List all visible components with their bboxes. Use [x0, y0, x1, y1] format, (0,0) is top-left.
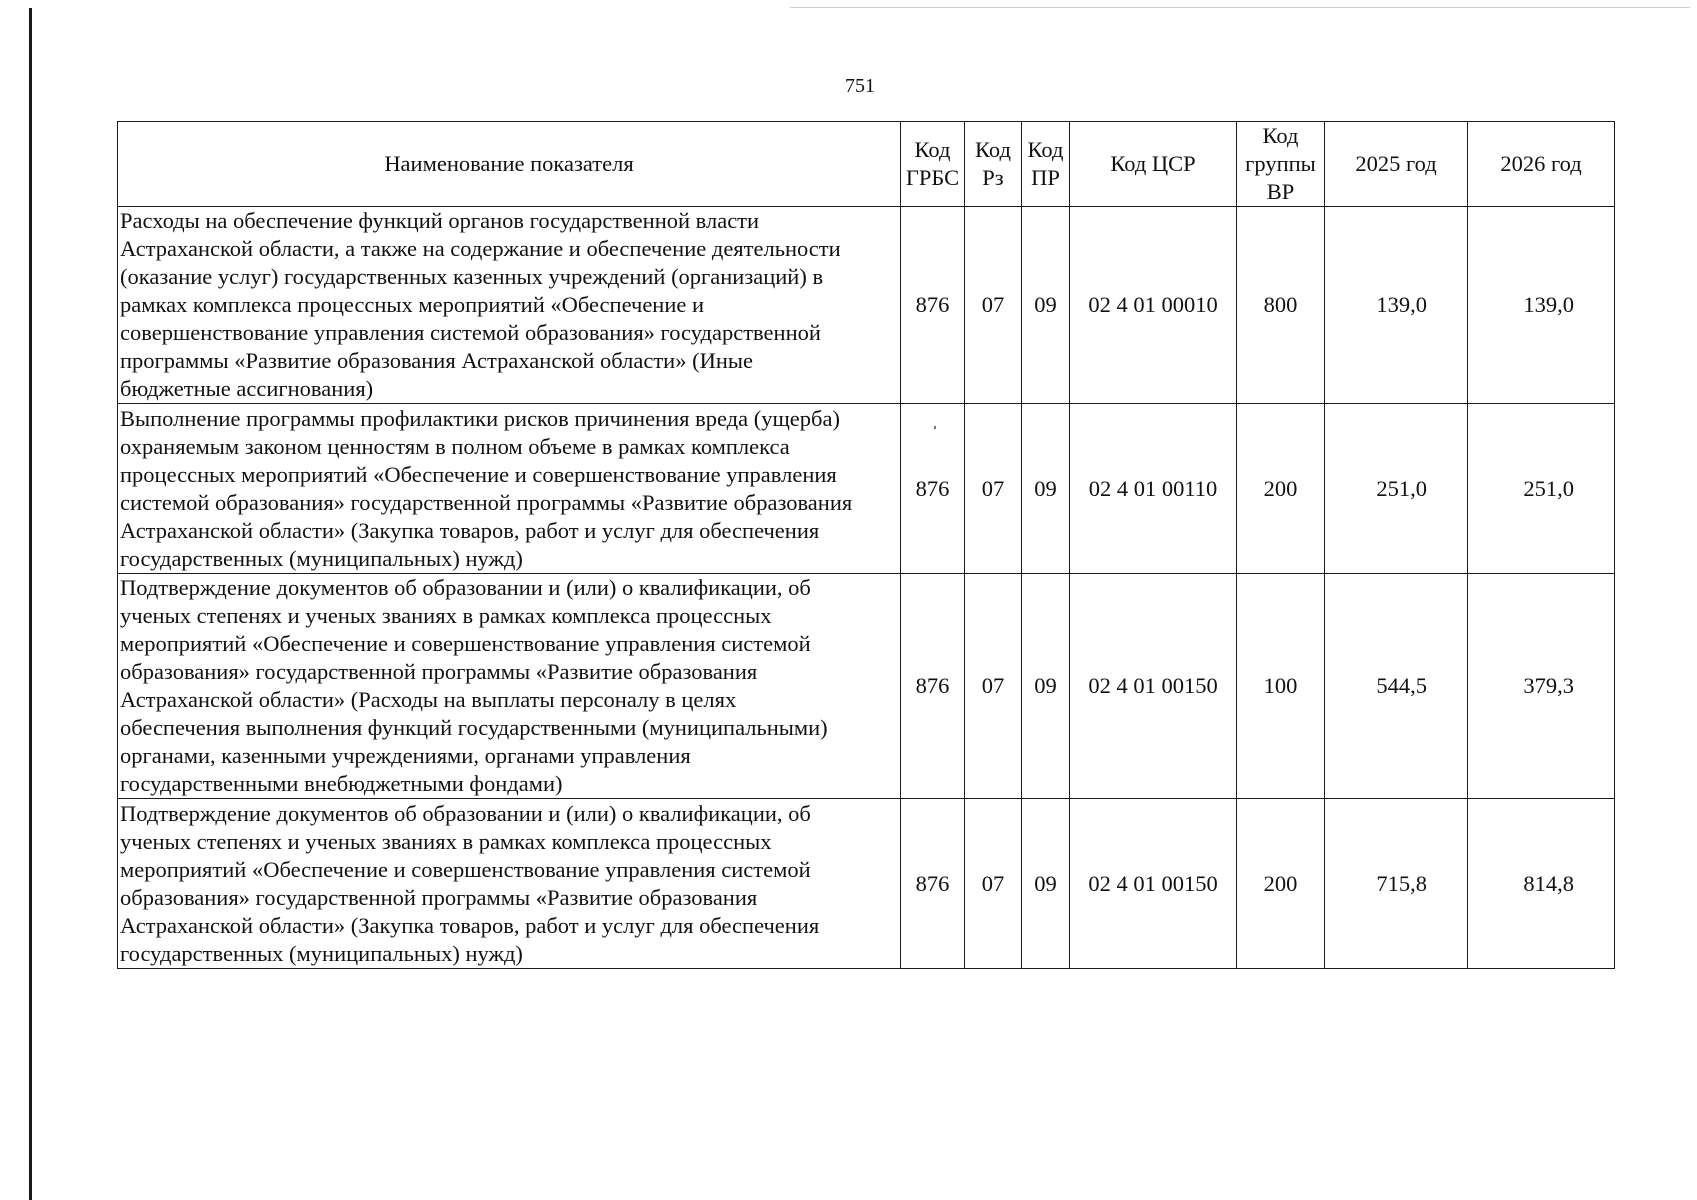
cell-grbs: 876 — [901, 574, 965, 799]
left-margin-rule — [29, 8, 32, 1200]
cell-vr: 100 — [1237, 574, 1325, 799]
cell-2026: 814,8 — [1468, 799, 1615, 969]
page-number: 751 — [845, 75, 875, 97]
cell-name: Подтверждение документов об образовании и (или) о квалификации, об ученых степенях и ученых званиях в рамках комплекса процессных мероприятий «Обеспечение и совершенствование управления системой образования» государственной программы «Развитие образования Астраханской области» (Закупка товаров, работ и услуг для обеспечения государственных (муниципальных) нужд) — [118, 799, 901, 969]
cell-name: Расходы на обеспечение функций органов государственной власти Астраханской области, а также на содержание и обеспечение деятельности (оказание услуг) государственных казенных учреждений (организаций) в рамках комплекса процессных мероприятий «Обеспечение и совершенствование управления системой образования» государственной программы «Развитие образования Астраханской области» (Иные бюджетные ассигнования) — [118, 207, 901, 404]
table-row — [118, 799, 1615, 969]
cell-2025: 251,0 — [1325, 404, 1468, 574]
cell-csr: 02 4 01 00150 — [1070, 799, 1237, 969]
cell-rz: 07 — [965, 574, 1022, 799]
header-vr: Код группы ВР — [1237, 122, 1325, 207]
cell-2025: 715,8 — [1325, 799, 1468, 969]
table-row — [118, 574, 1615, 799]
cell-vr: 800 — [1237, 207, 1325, 404]
budget-table — [117, 121, 1615, 969]
cell-2025: 544,5 — [1325, 574, 1468, 799]
cell-csr: 02 4 01 00010 — [1070, 207, 1237, 404]
header-csr: Код ЦСР — [1070, 122, 1237, 207]
cell-name: Выполнение программы профилактики рисков причинения вреда (ущерба) охраняемым законом ценностям в полном объеме в рамках комплекса процессных мероприятий «Обеспечение и совершенствование управления системой образования» государственной программы «Развитие образования Астраханской области» (Закупка товаров, работ и услуг для обеспечения государственных (муниципальных) нужд) — [118, 404, 901, 574]
cell-2026: 379,3 — [1468, 574, 1615, 799]
cell-name: Подтверждение документов об образовании и (или) о квалификации, об ученых степенях и ученых званиях в рамках комплекса процессных мероприятий «Обеспечение и совершенствование управления системой образования» государственной программы «Развитие образования Астраханской области» (Расходы на выплаты персоналу в целях обеспечения выполнения функций государственными (муниципальными) органами, казенными учреждениями, органами управления государственными внебюджетными фондами) — [118, 574, 901, 799]
header-name: Наименование показателя — [118, 122, 901, 207]
header-2025: 2025 год — [1325, 122, 1468, 207]
cell-vr: 200 — [1237, 404, 1325, 574]
cell-pr: 09 — [1022, 799, 1070, 969]
cell-grbs: 876 — [901, 404, 965, 574]
scan-artifact-line — [790, 7, 1690, 8]
cell-csr: 02 4 01 00150 — [1070, 574, 1237, 799]
scan-speck — [934, 426, 936, 429]
cell-rz: 07 — [965, 207, 1022, 404]
cell-2026: 251,0 — [1468, 404, 1615, 574]
header-grbs: Код ГРБС — [901, 122, 965, 207]
cell-rz: 07 — [965, 404, 1022, 574]
cell-pr: 09 — [1022, 404, 1070, 574]
cell-pr: 09 — [1022, 207, 1070, 404]
header-2026: 2026 год — [1468, 122, 1615, 207]
cell-csr: 02 4 01 00110 — [1070, 404, 1237, 574]
header-pr: Код ПР — [1022, 122, 1070, 207]
cell-grbs: 876 — [901, 799, 965, 969]
header-rz: Код Рз — [965, 122, 1022, 207]
table-row — [118, 207, 1615, 404]
cell-vr: 200 — [1237, 799, 1325, 969]
cell-2025: 139,0 — [1325, 207, 1468, 404]
table-row — [118, 404, 1615, 574]
cell-2026: 139,0 — [1468, 207, 1615, 404]
cell-pr: 09 — [1022, 574, 1070, 799]
cell-rz: 07 — [965, 799, 1022, 969]
header-row — [118, 122, 1615, 207]
cell-grbs: 876 — [901, 207, 965, 404]
